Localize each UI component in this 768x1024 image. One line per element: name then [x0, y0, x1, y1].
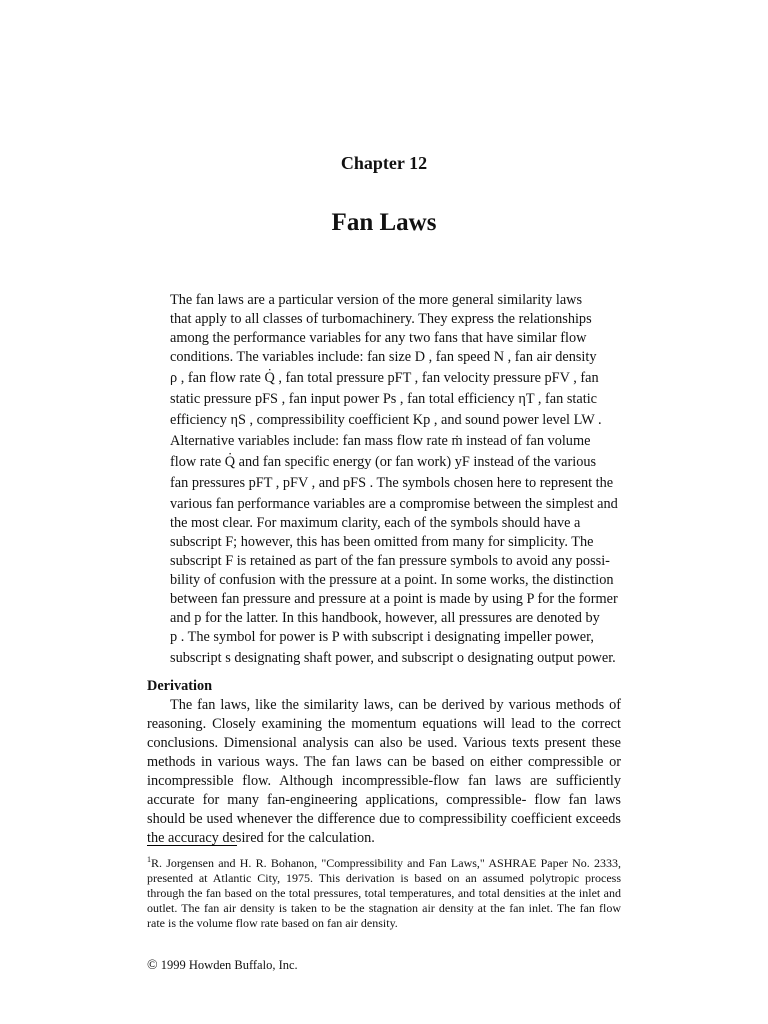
- text-line: flow fan laws should be used whenever the difference due to compressibility: [147, 792, 621, 827]
- text-line: flow rate Q̇ and fan specific energy (or fan work) yF instead of the various: [170, 454, 597, 470]
- text-line: various fan performance variables are a compromise between the simplest and: [170, 496, 618, 512]
- derivation-section: [147, 677, 621, 848]
- section-heading: Derivation: [147, 678, 213, 694]
- footnote: [147, 852, 621, 931]
- text-line: ρ , fan flow rate Q̇ , fan total pressure pFT , fan velocity pressure pFV , fan: [170, 370, 599, 386]
- text-line: of reasoning. Closely examining the momentum equations will lead to the: [147, 697, 621, 732]
- text-line: subscript F; however, this has been omitted from many for simplicity. The: [170, 534, 594, 550]
- derivation-paragraph: [147, 696, 621, 848]
- text-line: p . The symbol for power is P with subscript i designating impeller power,: [170, 629, 594, 645]
- copyright-line: [147, 958, 298, 974]
- chapter-title: Fan Laws: [331, 209, 437, 236]
- text-line: The fan laws, like the similarity laws, can be derived by various methods: [170, 697, 610, 713]
- text-line: present these methods in various ways. The fan laws can be based on either: [147, 735, 621, 770]
- text-line: that apply to all classes of turbomachinery. They express the relationships: [170, 311, 592, 327]
- text-line: fan pressures pFT , pFV , and pFS . The symbols chosen here to represent the: [170, 475, 614, 491]
- text-line: Alternative variables include: fan mass flow rate ṁ instead of fan volume: [170, 433, 591, 449]
- footnote-text: R. Jorgensen and H. R. Bohanon, "Compressibility and Fan Laws," ASHRAE Paper No. 2333, presented at Atlantic City, 1975. This derivation is based on an assumed polytropic process through the fan based on the total pressures, total temperatures, and total densities at the inlet and outlet. The fan air density is taken to be the stagnation air density at the fan inlet. The fan flow rate is the volume flow rate based on fan air density.: [147, 856, 621, 930]
- chapter-label: Chapter 12: [340, 153, 428, 173]
- text-line: between fan pressure and pressure at a point is made by using P for the former: [170, 591, 618, 607]
- copyright-text: 1999 Howden Buffalo, Inc.: [160, 958, 298, 972]
- text-line: and p for the latter. In this handbook, however, all pressures are denoted by: [170, 610, 600, 626]
- text-line: are sufficiently accurate for many fan-engineering applications, compressible-: [147, 773, 621, 808]
- text-line: compressible or incompressible flow. Although incompressible-flow fan laws: [147, 754, 621, 789]
- text-line: the most clear. For maximum clarity, each of the symbols should have a: [170, 515, 581, 531]
- footnote-divider: [147, 845, 237, 846]
- copyright-icon: ©: [147, 958, 158, 973]
- intro-paragraph: [147, 291, 621, 670]
- text-line: efficiency ηS , compressibility coefficient Kp , and sound power level LW .: [170, 412, 602, 428]
- text-line: conditions. The variables include: fan size D , fan speed N , fan air density: [170, 349, 597, 365]
- text-line: static pressure pFS , fan input power Ps , fan total efficiency ηT , fan static: [170, 391, 598, 407]
- text-line: correct conclusions. Dimensional analysis can also be used. Various texts: [147, 716, 621, 751]
- text-line: coefficient exceeds the accuracy desired for the calculation.: [147, 811, 621, 846]
- text-line: subscript F is retained as part of the fan pressure symbols to avoid any possi-: [170, 553, 610, 569]
- footnote-mark: 1: [147, 855, 151, 864]
- text-line: among the performance variables for any two fans that have similar flow: [170, 330, 587, 346]
- text-line: The fan laws are a particular version of the more general similarity laws: [170, 292, 583, 308]
- text-line: bility of confusion with the pressure at a point. In some works, the distinction: [170, 572, 614, 588]
- text-line: subscript s designating shaft power, and subscript o designating output power.: [170, 650, 616, 666]
